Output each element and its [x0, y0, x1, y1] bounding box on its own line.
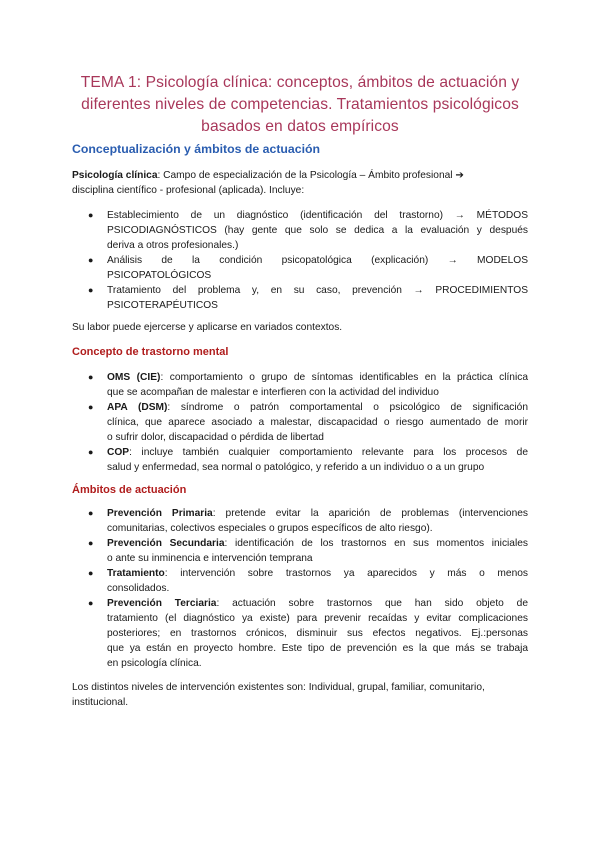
list-item-text: tratamiento (el diagnóstico ya existe) para prevenir recaídas y evitar complicaciones: [107, 613, 528, 624]
list-item: [88, 283, 528, 313]
list-item-term: APA (DSM): [107, 402, 168, 413]
bullet-icon: ●: [88, 598, 94, 608]
list-item-text: deriva a otros profesionales.): [107, 240, 239, 251]
intro-line: disciplina científico - profesional (aplicada). Incluye:: [72, 185, 305, 196]
list-item-term: OMS (CIE): [107, 372, 161, 383]
list-item-text: Establecimiento de un diagnóstico (identificación del trastorno) → MÉTODOS: [107, 210, 528, 221]
ambitos-heading: Ámbitos de actuación: [72, 484, 187, 496]
list-item-term: Tratamiento: [107, 568, 165, 579]
list-item-text: : comportamiento o grupo de síntomas identificables en la práctica clínica: [160, 372, 528, 383]
list-item-text: PSICOPATOLÓGICOS: [107, 270, 212, 281]
niveles-paragraph: [72, 680, 485, 710]
list-item-text: : actuación sobre trastornos que han sido objeto de: [216, 598, 528, 609]
bullet-icon: ●: [88, 538, 94, 548]
section-heading: Conceptualización y ámbitos de actuación: [72, 142, 321, 156]
intro-term: Psicología clínica: [72, 170, 158, 181]
page-title: [60, 72, 540, 138]
list-item-text: salud y enfermedad, sea normal o patológico, y referido a un individuo o a un grupo: [107, 462, 485, 473]
bullet-icon: ●: [88, 285, 94, 295]
list-item: [88, 253, 528, 283]
bullet-icon: ●: [88, 255, 94, 265]
list-item: [88, 596, 528, 671]
list-item: [88, 370, 528, 400]
list-item: [88, 445, 528, 475]
list-item-text: : pretende evitar la aparición de problemas (intervenciones: [212, 508, 529, 519]
list-item-text: Análisis de la condición psicopatológica (explicación) → MODELOS: [107, 255, 528, 266]
list-item: [88, 400, 528, 445]
title-line: basados en datos empíricos: [201, 118, 399, 135]
list-item-term: Prevención Terciaria: [107, 598, 217, 609]
list-item-text: en psicología clínica.: [107, 658, 202, 669]
intro-definition: : Campo de especialización de la Psicología – Ámbito profesional ➔: [157, 170, 464, 181]
list-item: [88, 566, 528, 596]
list-item-term: COP: [107, 447, 130, 458]
list-item-text: : identificación de los trastornos en sus momentos iniciales: [224, 538, 528, 549]
list-item-text: : incluye también cualquier comportamiento relevante para los procesos de: [129, 447, 528, 458]
list-item-term: Prevención Secundaria: [107, 538, 225, 549]
bullet-icon: ●: [88, 210, 94, 220]
labor-paragraph: Su labor puede ejercerse y aplicarse en variados contextos.: [72, 322, 343, 333]
niveles-line: Los distintos niveles de intervención existentes son: Individual, grupal, familiar, comunitario,: [72, 682, 485, 693]
list-item-text: PSICOTERAPÉUTICOS: [107, 300, 218, 311]
title-line: TEMA 1: Psicología clínica: conceptos, ámbitos de actuación y: [80, 74, 520, 91]
list-item-text: : intervención sobre trastornos ya aparecidos y más o menos: [164, 568, 528, 579]
list-item-text: que se acompañan de malestar e interfieren con la actividad del individuo: [107, 387, 439, 398]
bullet-icon: ●: [88, 447, 94, 457]
list-item-text: consolidados.: [107, 583, 170, 594]
list-item-text: o ante su inminencia e intervención temprana: [107, 553, 313, 564]
bullet-icon: ●: [88, 402, 94, 412]
list-item-text: : síndrome o patrón comportamental o psicológico de significación: [167, 402, 528, 413]
list-item-text: posteriores; en trastornos crónicos, disminuir sus efectos negativos. Ej.:personas: [107, 628, 528, 639]
bullet-icon: ●: [88, 508, 94, 518]
list-item-text: PSICODIAGNÓSTICOS (hay gente que solo se dedica a la evaluación y después: [107, 225, 528, 236]
list-item-term: Prevención Primaria: [107, 508, 213, 519]
list-item-text: o sufrir dolor, discapacidad o pérdida de libertad: [107, 432, 324, 443]
list-item: [88, 208, 528, 253]
niveles-line: institucional.: [72, 697, 129, 708]
bullet-icon: ●: [88, 568, 94, 578]
list-item: [88, 536, 528, 566]
list-item-text: que ya están en proyecto hombre. Este tipo de prevención es la que más se trabaja: [107, 643, 528, 654]
list-item-text: comunitarias, colectivos especiales o grupos específicos de alto riesgo).: [107, 523, 433, 534]
list-item-text: clínica, que aparece asociado a malestar, discapacidad o riesgo aumentado de morir: [107, 417, 528, 428]
title-line: diferentes niveles de competencias. Tratamientos psicológicos: [81, 96, 519, 113]
intro-paragraph: [72, 168, 464, 198]
list-item: [88, 506, 529, 536]
list-item-text: Tratamiento del problema y, en su caso, prevención → PROCEDIMIENTOS: [107, 285, 528, 296]
trastorno-heading: Concepto de trastorno mental: [72, 346, 229, 358]
bullet-icon: ●: [88, 372, 94, 382]
